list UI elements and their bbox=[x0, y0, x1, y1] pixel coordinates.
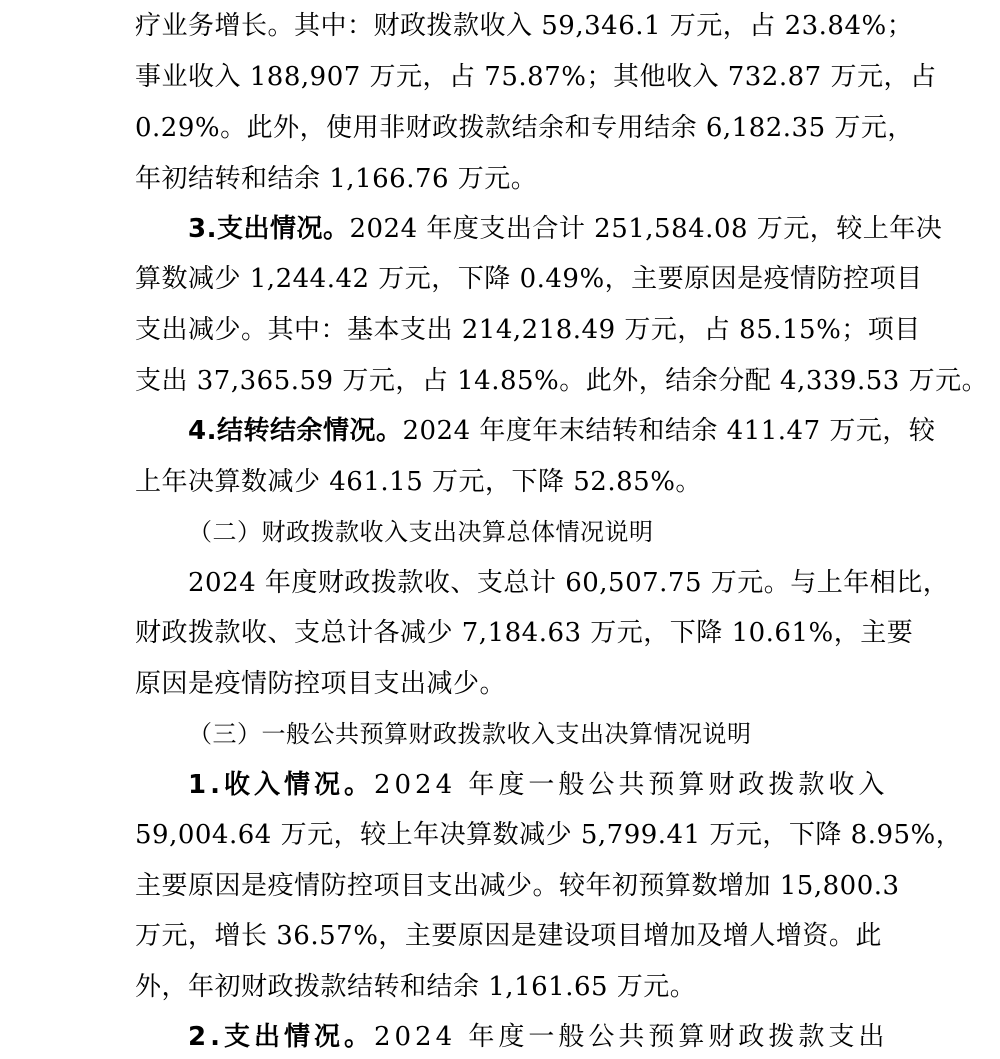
text-line: 算数减少 1,244.42 万元，下降 0.49%，主要原因是疫情防控项目 bbox=[135, 264, 923, 294]
paragraph-line bbox=[188, 1017, 888, 1057]
text-line: 外，年初财政拨款结转和结余 1,161.65 万元。 bbox=[135, 972, 697, 1002]
section-heading: （三）一般公共预算财政拨款收入支出决算情况说明 bbox=[188, 720, 752, 748]
text-line: 事业收入 188,907 万元，占 75.87%；其他收入 732.87 万元，占 bbox=[135, 62, 937, 92]
paragraph-heading: 2.支出情况。 bbox=[188, 1022, 374, 1052]
text-line: 年初结转和结余 1,166.76 万元。 bbox=[135, 164, 538, 194]
text-line: 支出减少。其中：基本支出 214,218.49 万元，占 85.15%；项目 bbox=[135, 315, 921, 345]
text-line: 2024 年度财政拨款收、支总计 60,507.75 万元。与上年相比， bbox=[188, 568, 950, 598]
text-line: 59,004.64 万元，较上年决算数减少 5,799.41 万元，下降 8.95%， bbox=[135, 820, 963, 850]
text-line: 0.29%。此外，使用非财政拨款结余和专用结余 6,182.35 万元， bbox=[135, 113, 914, 143]
text-line: 原因是疫情防控项目支出减少。 bbox=[135, 669, 507, 699]
text-span: 2024 年度支出合计 251,584.08 万元，较上年决 bbox=[349, 214, 943, 244]
text-line: 财政拨款收、支总计各减少 7,184.63 万元，下降 10.61%，主要 bbox=[135, 618, 914, 648]
text-line: 主要原因是疫情防控项目支出减少。较年初预算数增加 15,800.3 bbox=[135, 871, 900, 901]
paragraph-heading: 3.支出情况。 bbox=[188, 214, 350, 244]
text-line: 上年决算数减少 461.15 万元，下降 52.85%。 bbox=[135, 467, 702, 497]
paragraph-heading: 1.收入情况。 bbox=[188, 770, 374, 800]
text-span: 2024 年度年末结转和结余 411.47 万元，较 bbox=[402, 416, 936, 446]
paragraph-line bbox=[188, 209, 942, 249]
paragraph-line bbox=[188, 765, 888, 805]
paragraph-heading: 4.结转结余情况。 bbox=[188, 416, 403, 446]
paragraph-line bbox=[188, 411, 935, 451]
section-heading: （二）财政拨款收入支出决算总体情况说明 bbox=[188, 518, 654, 546]
text-span: 2024 年度一般公共预算财政拨款支出 bbox=[373, 1022, 889, 1052]
text-line: 万元，增长 36.57%，主要原因是建设项目增加及增人增资。此 bbox=[135, 921, 882, 951]
text-line: 支出 37,365.59 万元，占 14.85%。此外，结余分配 4,339.53 万元。 bbox=[135, 366, 989, 396]
text-span: 2024 年度一般公共预算财政拨款收入 bbox=[373, 770, 889, 800]
text-line: 疗业务增长。其中：财政拨款收入 59,346.1 万元，占 23.84%； bbox=[135, 11, 914, 41]
